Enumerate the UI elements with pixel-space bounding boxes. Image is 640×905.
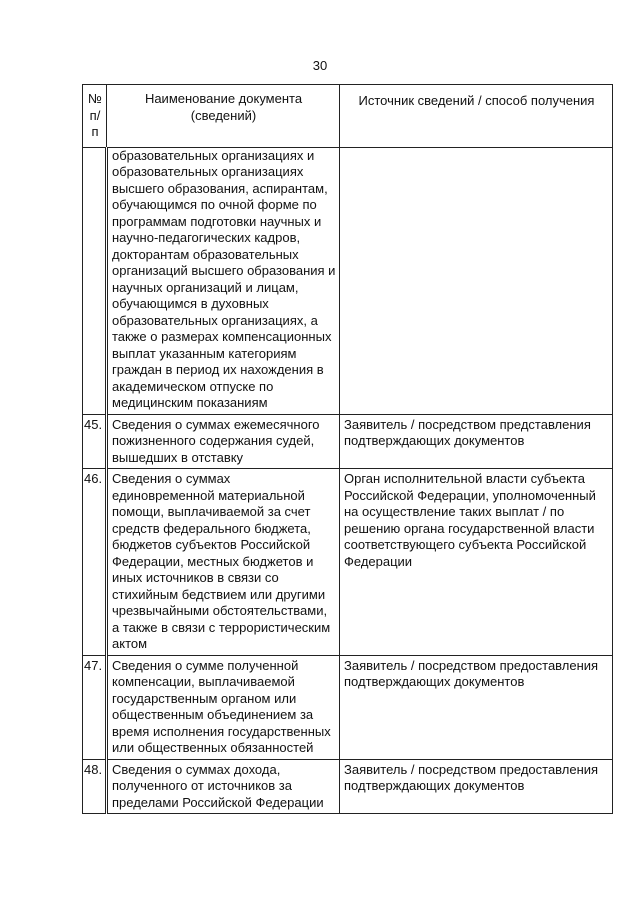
table-header <box>83 85 613 148</box>
row-document-name: Сведения о сумме полученной компенсации, выплачиваемой государственным органом или общественным объединением за время исполнения государственных или общественных обязанностей <box>107 655 340 759</box>
row-source <box>340 147 613 414</box>
row-document-name: образовательных организациях и образовательных организациях высшего образования, аспирантам, обучающимся по очной форме по программам подготовки научных и научно-педагогических кадров, докторантам образовательных организаций высшего образования и научных организаций и лицам, обучающимся в духовных образовательных организациях, а также о размерах компенсационных выплат указанным категориям граждан в период их нахождения в академическом отпуске по медицинским показаниям <box>107 147 340 414</box>
row-number <box>83 147 107 414</box>
row-document-name: Сведения о суммах дохода, полученного от источников за пределами Российской Федерации <box>107 759 340 814</box>
row-source: Заявитель / посредством предоставления подтверждающих документов <box>340 655 613 759</box>
table-row <box>83 759 613 814</box>
row-document-name: Сведения о суммах единовременной материальной помощи, выплачиваемой за счет средств федерального бюджета, бюджетов субъектов Российской Федерации, местных бюджетов и иных источников в связи со стихийным бедствием или другими чрезвычайными обстоятельствами, а также в связи с террористическим актом <box>107 469 340 656</box>
documents-table <box>82 84 613 814</box>
header-num: № п/п <box>83 85 107 148</box>
row-source: Заявитель / посредством представления подтверждающих документов <box>340 414 613 469</box>
row-number: 48. <box>83 759 107 814</box>
table-row <box>83 414 613 469</box>
row-source: Заявитель / посредством предоставления подтверждающих документов <box>340 759 613 814</box>
table-row <box>83 147 613 414</box>
row-number: 46. <box>83 469 107 656</box>
row-number: 45. <box>83 414 107 469</box>
header-row <box>83 85 613 148</box>
row-source: Орган исполнительной власти субъекта Российской Федерации, уполномоченный на осуществление таких выплат / по решению органа государственной власти соответствующего субъекта Российской Федерации <box>340 469 613 656</box>
table-row <box>83 469 613 656</box>
table-row <box>83 655 613 759</box>
page-number: 30 <box>312 58 328 73</box>
header-name: Наименование документа (сведений) <box>107 85 340 148</box>
row-document-name: Сведения о суммах ежемесячного пожизненного содержания судей, вышедших в отставку <box>107 414 340 469</box>
row-number: 47. <box>83 655 107 759</box>
header-source: Источник сведений / способ получения <box>340 85 613 148</box>
table-body <box>83 147 613 814</box>
